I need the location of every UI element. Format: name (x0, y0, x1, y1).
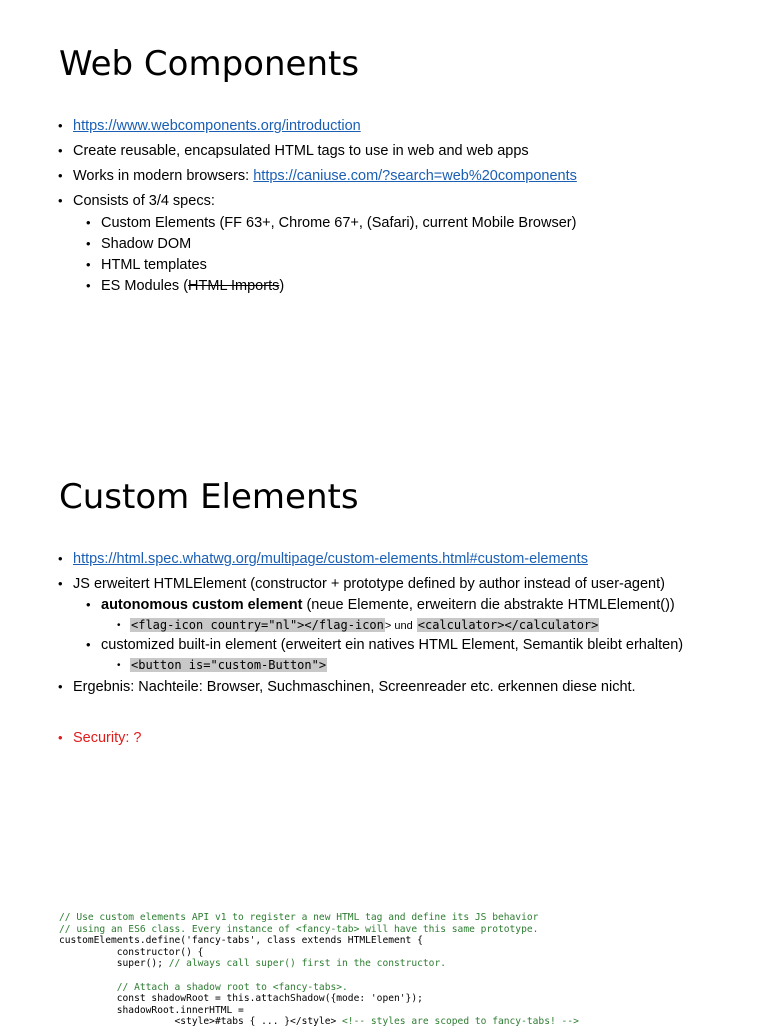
spec-item-custom-elements (86, 214, 577, 232)
list-item-text: JS erweitert HTMLElement (constructor + prototype defined by author instead of user-agent) (73, 576, 665, 592)
code-comment: <!-- styles are scoped to fancy-tabs! --> (342, 1016, 579, 1028)
autonomous-bold-text: autonomous custom element (101, 597, 303, 613)
spec-item-text: ) (279, 278, 285, 294)
list-item-autonomous (86, 596, 675, 614)
bullet-icon: • (58, 679, 63, 694)
example-separator: > und (384, 620, 413, 632)
list-item-text: Ergebnis: Nachteile: Browser, Suchmaschinen, Screenreader etc. erkennen diese nicht. (73, 679, 636, 695)
list-item-security (58, 729, 142, 747)
list-item-browsers (58, 167, 577, 185)
struck-html-imports: HTML Imports (188, 278, 280, 294)
bullet-icon: • (58, 168, 63, 183)
code-block (59, 912, 579, 1028)
bullet-icon: • (117, 620, 121, 631)
list-item-text: Create reusable, encapsulated HTML tags to use in web and web apps (73, 143, 529, 159)
list-item-customized (86, 636, 684, 654)
spec-item-text: HTML templates (101, 257, 207, 273)
bullet-icon: • (58, 551, 63, 566)
list-item-ergebnis (58, 678, 636, 696)
security-text: Security: ? (73, 730, 142, 746)
list-item-webcomponents-link (58, 117, 361, 135)
code-button-is: <button is="custom-Button"> (131, 658, 327, 672)
bullet-icon: • (86, 215, 91, 230)
spec-item-text: ES Modules ( (101, 278, 189, 294)
bullet-icon: • (58, 143, 63, 158)
webcomponents-link[interactable]: https://www.webcomponents.org/introduction (73, 118, 361, 134)
bullet-icon: • (117, 660, 121, 671)
list-item-text: customized built-in element (erweitert ein natives HTML Element, Semantik bleibt erhalten) (101, 637, 684, 653)
code-calculator: <calculator></calculator> (417, 618, 599, 632)
list-item-text: Consists of 3/4 specs: (73, 193, 215, 209)
code-line: constructor() { (59, 946, 204, 958)
code-line: // using an ES6 class. Every instance of <fancy-tab> will have this same prototype. (59, 923, 539, 935)
list-item-text: (neue Elemente, erweitern die abstrakte HTMLElement()) (302, 597, 675, 613)
bullet-icon: • (86, 257, 91, 272)
spec-item-es-modules (86, 277, 285, 295)
bullet-icon: • (86, 597, 91, 612)
bullet-icon: • (58, 193, 63, 208)
list-item-js-extends (58, 575, 665, 593)
code-comment: // always call super() first in the constructor. (168, 958, 446, 970)
spec-item-text: Custom Elements (FF 63+, Chrome 67+, (Safari), current Mobile Browser) (101, 215, 577, 231)
whatwg-spec-link[interactable]: https://html.spec.whatwg.org/multipage/custom-elements.html#custom-elements (73, 551, 588, 567)
bullet-icon: • (86, 236, 91, 251)
bullet-icon: • (86, 637, 91, 652)
code-line: // Use custom elements API v1 to register a new HTML tag and define its JS behavior (59, 912, 539, 923)
bullet-icon: • (58, 730, 63, 745)
slide-title-custom-elements: Custom Elements (59, 477, 359, 517)
list-item-whatwg-link (58, 550, 588, 568)
slide-title-web-components: Web Components (59, 44, 360, 84)
code-line: const shadowRoot = this.attachShadow({mode: 'open'}); (59, 993, 423, 1005)
spec-item-text: Shadow DOM (101, 236, 192, 252)
code-line: // Attach a shadow root to <fancy-tabs>. (59, 981, 348, 993)
code-line: shadowRoot.innerHTML = (59, 1004, 244, 1016)
spec-item-html-templates (86, 256, 207, 274)
list-item-customized-example (117, 656, 327, 674)
code-flag-icon: <flag-icon country="nl"></flag-icon (131, 618, 384, 632)
list-item-text: Works in modern browsers: (73, 168, 254, 184)
bullet-icon: • (58, 576, 63, 591)
bullet-icon: • (86, 278, 91, 293)
spec-item-shadow-dom (86, 235, 192, 253)
caniuse-link[interactable]: https://caniuse.com/?search=web%20components (253, 168, 577, 184)
code-line: customElements.define('fancy-tabs', class extends HTMLElement { (59, 935, 423, 947)
code-line: super(); (59, 958, 169, 970)
list-item-reusable (58, 142, 529, 160)
list-item-autonomous-example (117, 616, 599, 635)
list-item-specs (58, 192, 215, 210)
bullet-icon: • (58, 118, 63, 133)
code-line: <style>#tabs { ... }</style> (59, 1016, 343, 1028)
